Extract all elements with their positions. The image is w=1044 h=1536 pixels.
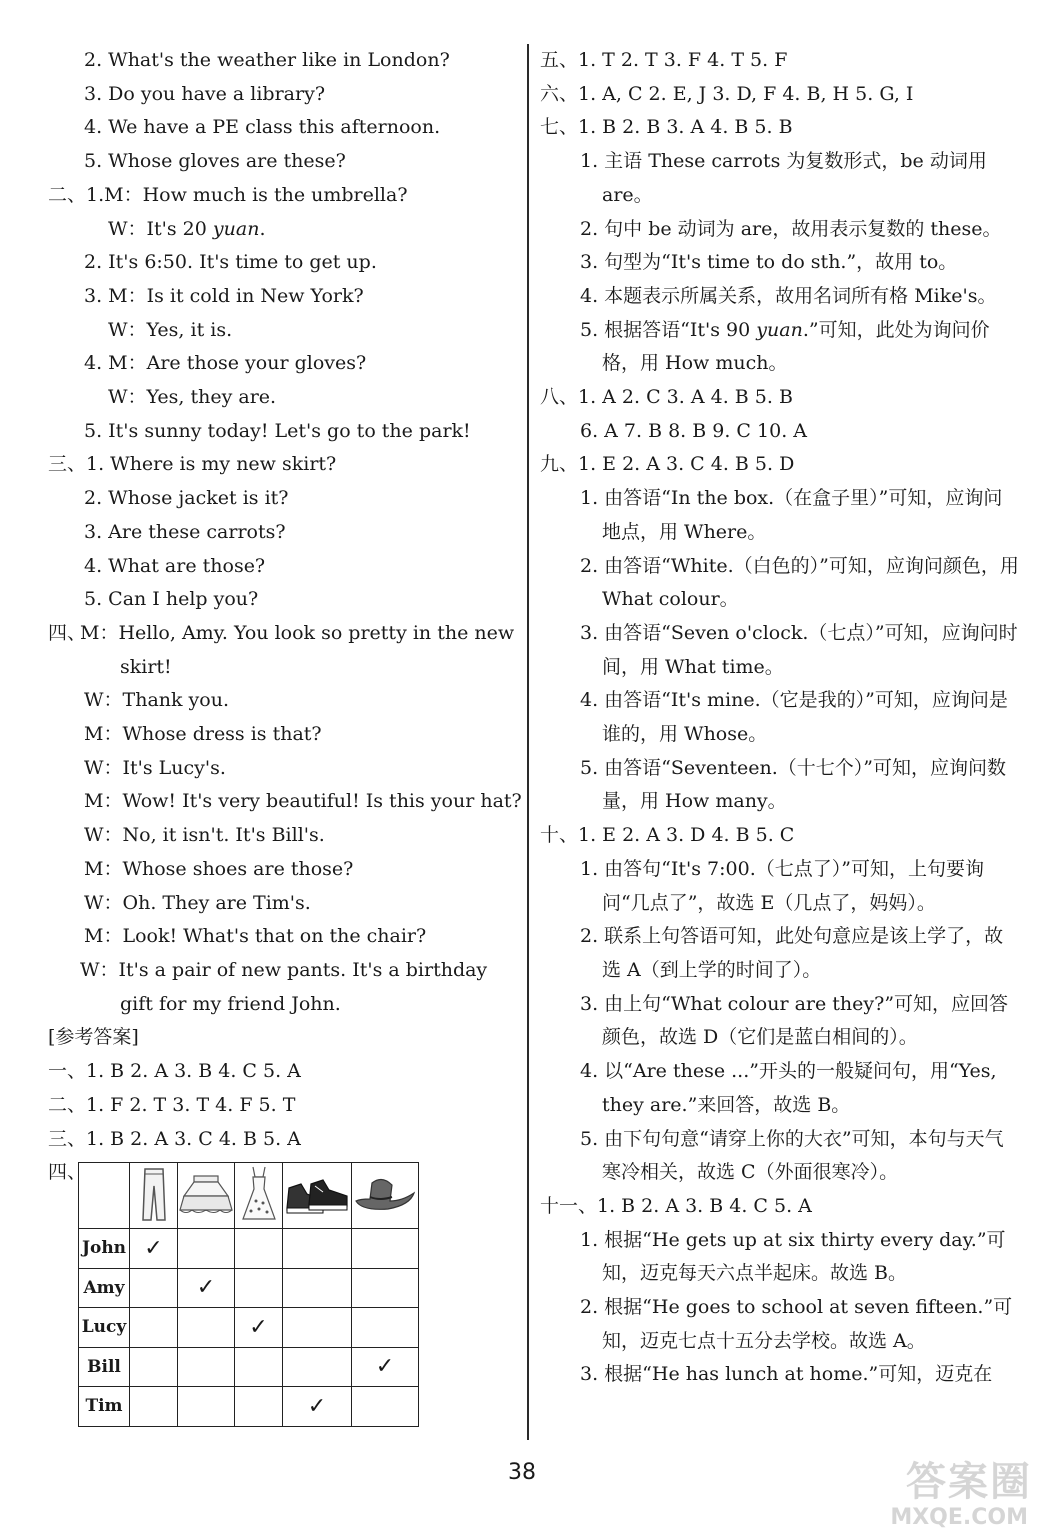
watermark-url: MXQE.COM [890,1505,1028,1530]
empty-header-cell [79,1163,130,1229]
check-cell [130,1347,178,1387]
check-mark: ✓ [249,1314,268,1340]
text-line: 2. Whose jacket is it? [84,487,289,510]
pants-icon [137,1166,171,1222]
section-2-line-1 [48,179,526,213]
answer-row: 十一、1. B 2. A 3. B 4. C 5. A [540,1194,812,1217]
explanation: 2. 联系上句答语可知，此处句意应是该上学了，故选 A（到上学的时间了）。 [580,925,1004,981]
check-cell [130,1308,178,1348]
explanation: 3. 根据“He has lunch at home.”可知，迈克在 [580,1363,993,1386]
check-cell [352,1387,419,1427]
text-line: 4. What are those? [84,554,266,577]
section-number: 四、 [48,621,87,644]
skirt-icon [178,1172,234,1216]
check-cell [283,1347,352,1387]
text-line: 2. What's the weather like in London? [84,49,450,71]
explanation: 2. 句中 be 动词为 are，故用表示复数的 these。 [580,217,1002,240]
answer-row: 九、1. E 2. A 3. C 4. B 5. D [540,453,795,476]
clothing-table-block [48,1156,526,1436]
answer-row: 七、1. B 2. B 3. A 4. B 5. B [540,116,793,139]
check-cell [352,1347,419,1387]
check-cell [235,1229,283,1269]
shoes-picture-cell [283,1163,352,1229]
table-row [79,1268,419,1308]
dialog-line: M：Look! What's that on the chair? [84,925,427,948]
check-cell [235,1268,283,1308]
answer-key-title: [参考答案] [48,1026,139,1049]
check-cell [283,1308,352,1348]
text-line: 3. Do you have a library? [84,82,326,105]
answer-row: 六、1. A, C 2. E, J 3. D, F 4. B, H 5. G, I [540,82,914,105]
check-cell [352,1308,419,1348]
hat-icon [352,1171,418,1217]
text-line: 5. It's sunny today! Let's go to the park! [84,419,471,442]
check-cell [130,1387,178,1427]
check-cell [130,1268,178,1308]
check-cell [283,1387,352,1427]
watermark-logo [872,1450,1032,1530]
explanation: 5. 由答语“Seventeen.（十七个）”可知，应询问数量，用 How many。 [580,756,1006,813]
check-cell [352,1229,419,1269]
student-name: Lucy [79,1308,130,1348]
check-cell [283,1268,352,1308]
pants-picture-cell [130,1163,178,1229]
text-line: 3. Are these carrots? [84,520,286,543]
dialog-line: W：No, it isn't. It's Bill's. [84,824,325,847]
dialog-line: W：Yes, it is. [108,318,233,341]
check-mark: ✓ [375,1354,395,1380]
check-cell [235,1387,283,1427]
explanation: 1. 由答语“In the box.（在盒子里）”可知，应询问地点，用 Where。 [580,487,1003,543]
explanation: 2. 根据“He goes to school at seven fifteen.”可知，迈克七点十五分去学校。故选 A。 [580,1296,1013,1352]
skirt-picture-cell [178,1163,235,1229]
dialog-line: M：Whose shoes are those? [84,857,354,880]
check-cell [235,1347,283,1387]
check-cell [352,1268,419,1308]
section-number: 二、1. [48,183,105,206]
clothing-table [78,1162,419,1427]
explanation: 5. 由下句句意“请穿上你的大衣”可知，本句与天气寒冷相关，故选 C（外面很寒冷）。 [580,1127,1004,1184]
column-divider [527,44,529,1440]
student-name: Amy [79,1268,130,1308]
section-number: 四、 [48,1161,87,1184]
dress-picture-cell [235,1163,283,1229]
answer-row: 三、1. B 2. A 3. C 4. B 5. A [48,1127,301,1150]
dialog-line: W：Yes, they are. [108,386,277,409]
dialog-line: W：Oh. They are Tim's. [84,891,311,914]
dialog-line: 3. M：Is it cold in New York? [84,284,364,307]
answer-row: 五、1. T 2. T 3. F 4. T 5. F [540,49,788,71]
check-mark: ✓ [307,1393,327,1419]
explanation: 1. 主语 These carrots 为复数形式，be 动词用 are。 [580,150,987,206]
dialog-line: 四、 M：Hello, Amy. You look so pretty in the new skirt! [48,617,526,684]
dialog-line: M：Wow! It's very beautiful! Is this your hat? [84,790,522,813]
dialog-line: 4. M：Are those your gloves? [84,352,367,375]
explanation: 2. 由答语“White.（白色的）”可知，应询问颜色，用 What colour。 [580,554,1019,611]
page-number: 38 [508,1460,536,1485]
hat-picture-cell [352,1163,419,1229]
explanation: 3. 句型为“It's time to do sth.”，故用 to。 [580,251,958,274]
check-cell [283,1229,352,1269]
check-mark: ✓ [144,1235,163,1261]
dialog-line: W：Thank you. [84,689,230,712]
right-column [540,44,1020,1392]
text-line: 三、1. Where is my new skirt? [48,453,337,476]
text-line: 4. We have a PE class this afternoon. [84,116,441,139]
table-row [79,1387,419,1427]
answer-row: 二、1. F 2. T 3. T 4. F 5. T [48,1093,296,1116]
check-cell [178,1229,235,1269]
check-cell [178,1387,235,1427]
answer-row: 八、1. A 2. C 3. A 4. B 5. B [540,386,793,409]
student-name: Bill [79,1347,130,1387]
explanation: 1. 根据“He gets up at six thirty every day.”可知，迈克每天六点半起床。故选 B。 [580,1228,1006,1285]
check-cell [130,1229,178,1269]
text-line: 2. It's 6:50. It's time to get up. [84,251,377,274]
check-cell [178,1347,235,1387]
table-row [79,1229,419,1269]
explanation: 4. 由答语“It's mine.（它是我的）”可知，应询问是谁的，用 Whose。 [580,689,1008,746]
dialog-line: W：It's 20 yuan. [108,217,266,240]
check-cell [178,1308,235,1348]
check-cell [235,1308,283,1348]
student-name: John [79,1229,130,1269]
explanation: 3. 由答语“Seven o'clock.（七点）”可知，应询问时间，用 What time。 [580,621,1018,678]
dialog-line: W：It's a pair of new pants. It's a birthday gift for my friend John. [80,958,488,1015]
student-name: Tim [79,1387,130,1427]
answer-row: 一、1. B 2. A 3. B 4. C 5. A [48,1060,301,1083]
explanation: 5. 根据答语“It's 90 yuan.”可知，此处为询问价格，用 How much。 [580,318,990,375]
check-cell [178,1268,235,1308]
dialog-line: M：How much is the umbrella? [104,183,408,206]
dress-icon [239,1165,279,1223]
explanation: 4. 本题表示所属关系，故用名词所有格 Mike's。 [580,284,997,307]
explanation: 4. 以“Are these ...”开头的一般疑问句，用“Yes, they are.”来回答，故选 B。 [580,1060,997,1116]
text-line: 5. Can I help you? [84,588,259,611]
answer-row: 十、1. E 2. A 3. D 4. B 5. C [540,824,795,847]
table-row [79,1308,419,1348]
table-row [79,1347,419,1387]
shoes-icon [283,1172,351,1216]
left-column [48,44,526,1436]
check-mark: ✓ [196,1275,216,1301]
dialog-line: M：Whose dress is that? [84,723,322,746]
answer-row: 6. A 7. B 8. B 9. C 10. A [580,419,807,442]
watermark-text: 答案圈 [906,1459,1032,1505]
dialog-line: W：It's Lucy's. [84,756,226,779]
explanation: 1. 由答句“It's 7:00.（七点了）”可知，上句要询问“几点了”，故选 E（几点了，妈妈）。 [580,857,984,914]
explanation: 3. 由上句“What colour are they?”可知，应回答颜色，故选 D（它们是蓝白相间的）。 [580,992,1009,1049]
text-line: 5. Whose gloves are these? [84,150,346,173]
